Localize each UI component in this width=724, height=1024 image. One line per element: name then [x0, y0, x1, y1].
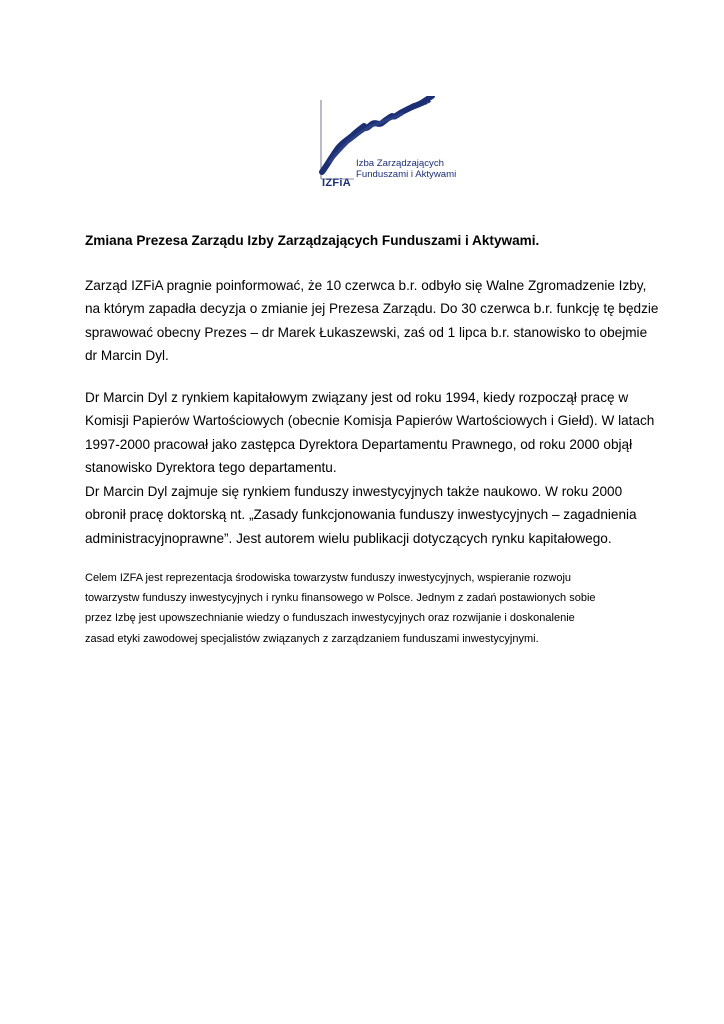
text-line: Zarząd IZFiA pragnie poinformować, że 10 czerwca b.r. odbyło się Walne Zgromadzenie Izby, [85, 278, 647, 293]
text-line: sprawować obecny Prezes – dr Marek Łukaszewski, zaś od 1 lipca b.r. stanowisko to obejmie [85, 324, 648, 340]
text-line: stanowisko Dyrektora tego departamentu. [85, 460, 337, 476]
text-line: zasad etyki zawodowej specjalistów związanych z zarządzaniem funduszami inwestycyjnymi. [85, 632, 539, 645]
text-line: administracyjnoprawne”. Jest autorem wielu publikacji dotyczących rynku kapitałowego. [85, 530, 612, 546]
text-line: dr Marcin Dyl. [85, 348, 169, 364]
text-line: 1997-2000 pracował jako zastępca Dyrektora Departamentu Prawnego, od roku 2000 objął [85, 436, 633, 452]
text-line: obronił pracę doktorską nt. „Zasady funkcjonowania funduszy inwestycyjnych – zagadnienia [85, 507, 637, 523]
logo-name-line1: Izba Zarządzających [356, 158, 444, 169]
text-line: towarzystw funduszy inwestycyjnych i rynku finansowego w Polsce. Jednym z zadań postawionych sobie [85, 592, 596, 605]
logo-name-line2: Funduszami i Aktywami [356, 169, 457, 180]
text-line: Dr Marcin Dyl z rynkiem kapitałowym związany jest od roku 1994, kiedy rozpoczął pracę w [85, 390, 629, 405]
text-line: na którym zapadła decyzja o zmianie jej Prezesa Zarządu. Do 30 czerwca b.r. funkcję tę będzie [85, 301, 659, 317]
footer-note [85, 568, 645, 649]
document-title: Zmiana Prezesa Zarządu Izby Zarządzających Funduszami i Aktywami. [85, 233, 540, 248]
paragraph-biography [85, 386, 655, 480]
paragraph-announcement [85, 274, 659, 368]
izfia-logo [316, 96, 457, 190]
paragraph-academic [85, 480, 645, 550]
text-line: przez Izbę jest upowszechnianie wiedzy o funduszach inwestycyjnych oraz rozwijanie i doskonalenie [85, 612, 575, 625]
text-line: Dr Marcin Dyl zajmuje się rynkiem funduszy inwestycyjnych także naukowo. W roku 2000 [85, 484, 623, 499]
text-line: Komisji Papierów Wartościowych (obecnie Komisja Papierów Wartościowych i Giełd). W latach [85, 413, 655, 429]
logo-abbreviation: IZFiA [322, 177, 351, 189]
text-line: Celem IZFA jest reprezentacja środowiska towarzystw funduszy inwestycyjnych, wspieranie rozwoju [85, 572, 572, 584]
